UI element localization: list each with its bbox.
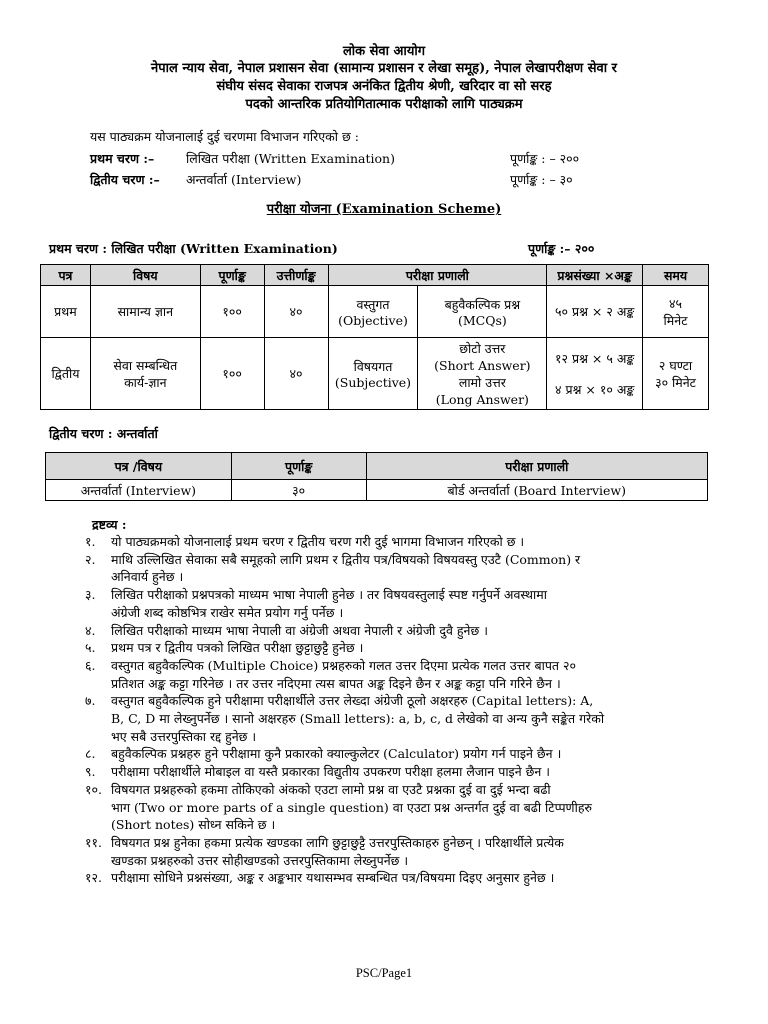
note-number: १२.	[85, 870, 102, 886]
full-marks-cell: १००	[200, 286, 264, 338]
pass-marks-cell: ४०	[264, 338, 328, 410]
phase1-marks: पूर्णाङ्क : – २००	[510, 151, 580, 166]
question-marks-cell: ५० प्रश्न × २ अङ्क	[547, 286, 643, 338]
phase2-label: द्वितीय चरण :–	[90, 172, 160, 187]
interview-marks-cell: ३०	[231, 480, 366, 501]
interview-table	[45, 452, 708, 501]
note-text	[111, 763, 685, 781]
note-line: विषयगत प्रश्न हुनेका हकमा प्रत्येक खण्डका लागि छुट्टाछुट्टै उत्तरपुस्तिकाहरु हुनेछन् । परिक्षार्थीले प्रत्येक	[111, 834, 564, 850]
list-item	[85, 834, 685, 869]
note-line: लिखित परीक्षाको प्रश्नपत्रको माध्यम भाषा नेपाली हुनेछ । तर विषयवस्तुलाई स्पष्ट गर्नुपर्ने अवस्थामा	[111, 587, 547, 603]
time-unit: मिनेट	[663, 312, 688, 328]
system-type-en: (Subjective)	[334, 374, 412, 390]
list-item	[85, 622, 685, 640]
header-line-3: संघीय संसद सेवाका राजपत्र अनंकित द्वितीय श्रेणी, खरिदार वा सो सरह	[216, 79, 552, 94]
note-line: भाग (Two or more parts of a single question) वा एउटा प्रश्न अन्तर्गत दुई वा बढी टिप्पणीहरु	[111, 799, 592, 815]
scheme-title: परीक्षा योजना (Examination Scheme)	[266, 202, 502, 217]
list-item	[85, 657, 685, 692]
note-line: विषयगत प्रश्नहरुको हकमा तोकिएको अंकको एउटा लामो प्रश्न वा एउटै प्रश्नका दुई वा दुई भन्दा बढी	[111, 781, 551, 797]
phase2-text: अन्तर्वार्ता (Interview)	[185, 172, 302, 187]
header-line-4: पदको आन्तरिक प्रतियोगितात्माक परीक्षाको लागि पाठ्यक्रम	[245, 97, 523, 112]
note-number: १.	[85, 534, 96, 549]
note-number: २.	[85, 551, 96, 567]
col-exam-system: परीक्षा प्रणाली	[366, 453, 707, 480]
subject-cell	[90, 338, 200, 410]
list-item	[85, 745, 685, 763]
note-line: भए सबै उत्तरपुस्तिका रद्द हुनेछ ।	[111, 728, 257, 744]
note-line: खण्डका प्रश्नहरुको उत्तर सोहीखण्डको उत्तरपुस्तिकामा लेख्नुपर्नेछ ।	[111, 852, 409, 868]
full-marks-cell: १००	[200, 338, 264, 410]
notes-title: द्रष्टव्य :	[92, 517, 127, 532]
note-line: लिखित परीक्षाको माध्यम भाषा नेपाली वा अंग्रेजी अथवा नेपाली र अंग्रेजी दुवै हुनेछ ।	[111, 622, 488, 638]
system-type-cell	[328, 286, 418, 338]
note-text	[111, 834, 685, 869]
col-time: समय	[643, 265, 709, 286]
interview-system-cell: बोर्ड अन्तर्वार्ता (Board Interview)	[366, 480, 707, 501]
commission-title: लोक सेवा आयोग	[342, 44, 426, 59]
long-answer: लामो उत्तर	[458, 374, 506, 390]
time-unit: ३० मिनेट	[655, 374, 696, 390]
paper-cell: प्रथम	[41, 286, 91, 338]
note-text	[111, 869, 685, 887]
intro-text: यस पाठ्यक्रम योजनालाई दुई चरणमा विभाजन गरिएको छ :	[90, 129, 359, 144]
phase1-label: प्रथम चरण :–	[90, 151, 155, 166]
note-line: B, C, D मा लेख्नुपर्नेछ । सानो अक्षरहरु (Small letters): a, b, c, d लेखेको वा अन्य कुनै सङ्केत गरेको	[111, 711, 605, 727]
time-cell	[643, 286, 709, 338]
long-question-marks: ४ प्रश्न × १० अङ्क	[555, 381, 635, 397]
col-pass-marks: उत्तीर्णाङ्क	[264, 265, 328, 286]
table-row	[41, 338, 709, 410]
note-text	[111, 745, 685, 763]
note-number: ९.	[85, 764, 96, 780]
table-header-row	[46, 453, 708, 480]
table-row	[46, 480, 708, 501]
note-text	[111, 586, 685, 621]
note-text	[111, 551, 685, 586]
note-line: प्रथम पत्र र द्वितीय पत्रको लिखित परीक्षा छुट्टाछुट्टै हुनेछ ।	[111, 640, 364, 656]
time-cell	[643, 338, 709, 410]
written-section-marks: पूर्णाङ्क :– २००	[528, 241, 595, 256]
long-answer-en: (Long Answer)	[435, 391, 529, 407]
note-number: ४.	[85, 622, 96, 638]
col-paper: पत्र	[41, 265, 91, 286]
note-line: परीक्षामा सोधिने प्रश्नसंख्या, अङ्क र अङ्कभार यथासम्भव सम्बन्धित पत्र/विषयमा दिइए अनुसार हुनेछ ।	[111, 870, 555, 886]
note-number: ६.	[85, 657, 96, 673]
note-number: ११.	[85, 834, 102, 850]
page-footer: PSC/Page1	[355, 966, 413, 980]
table-header-row	[41, 265, 709, 286]
list-item	[85, 586, 685, 621]
list-item	[85, 551, 685, 586]
note-line: परीक्षामा परीक्षार्थीले मोबाइल वा यस्तै प्रकारका विद्युतीय उपकरण परीक्षा हलमा लैजान पाइने छैन ।	[111, 764, 551, 780]
time-value: २ घण्टा	[658, 357, 693, 373]
question-type: बहुवैकल्पिक प्रश्न	[444, 296, 521, 312]
note-line: अनिवार्य हुनेछ ।	[111, 569, 184, 585]
table-row	[41, 286, 709, 338]
time-value: ४५	[669, 295, 683, 311]
note-number: ८.	[85, 746, 96, 762]
col-subject: विषय	[90, 265, 200, 286]
col-full-marks: पूर्णाङ्क	[231, 453, 366, 480]
note-number: ७.	[85, 693, 96, 709]
paper-cell: द्वितीय	[41, 338, 91, 410]
pass-marks-cell: ४०	[264, 286, 328, 338]
list-item	[85, 781, 685, 834]
col-paper-subject: पत्र /विषय	[46, 453, 232, 480]
note-number: ३.	[85, 587, 96, 603]
list-item	[85, 692, 685, 745]
phase1-text: लिखित परीक्षा (Written Examination)	[185, 151, 395, 166]
question-type-cell	[418, 338, 547, 410]
subject-line-2: कार्य-ज्ञान	[124, 374, 167, 390]
note-line: बहुवैकल्पिक प्रश्नहरु हुने परीक्षामा कुनै प्रकारको क्याल्कुलेटर (Calculator) प्रयोग गर्न पाइने छैन ।	[111, 746, 562, 762]
note-number: १०.	[85, 781, 102, 797]
written-section-title: प्रथम चरण : लिखित परीक्षा (Written Examination)	[49, 241, 338, 256]
note-text	[111, 781, 685, 834]
subject-line-1: सेवा सम्बन्धित	[113, 357, 178, 373]
note-line: अंग्रेजी शब्द कोष्ठभित्र राखेर समेत प्रयोग गर्नु पर्नेछ ।	[111, 604, 344, 620]
written-exam-table	[40, 264, 709, 410]
phase2-row	[90, 171, 690, 189]
list-item	[85, 639, 685, 657]
note-line: यो पाठ्यक्रमको योजनालाई प्रथम चरण र द्वितीय चरण गरी दुई भागमा विभाजन गरिएको छ ।	[111, 534, 525, 549]
note-text	[111, 692, 685, 745]
list-item	[85, 763, 685, 781]
interview-section-title: द्वितीय चरण : अन्तर्वार्ता	[49, 426, 158, 441]
note-line: माथि उल्लिखित सेवाका सबै समूहको लागि प्रथम र द्वितीय पत्र/विषयको विषयवस्तु एउटै (Common) र	[111, 551, 581, 567]
interview-cell: अन्तर्वार्ता (Interview)	[46, 480, 232, 501]
col-question-marks: प्रश्नसंख्या ×अङ्क	[547, 265, 643, 286]
notes-list	[85, 533, 685, 887]
note-line: वस्तुगत बहुवैकल्पिक (Multiple Choice) प्रश्नहरुको गलत उत्तर दिएमा प्रत्येक गलत उत्तर बापत २०	[111, 657, 577, 673]
col-exam-system: परीक्षा प्रणाली	[328, 265, 547, 286]
note-number: ५.	[85, 640, 96, 656]
system-type: वस्तुगत	[356, 296, 390, 312]
list-item	[85, 869, 685, 887]
phase2-marks: पूर्णाङ्क : – ३०	[510, 172, 573, 187]
note-text	[111, 639, 685, 657]
subject-cell: सामान्य ज्ञान	[90, 286, 200, 338]
note-text	[111, 657, 685, 692]
question-type-cell	[418, 286, 547, 338]
short-answer: छोटो उत्तर	[459, 340, 506, 356]
system-type-cell	[328, 338, 418, 410]
note-line: (Short notes) सोध्न सकिने छ ।	[111, 817, 276, 833]
question-type-en: (MCQs)	[457, 312, 507, 328]
header-line-2: नेपाल न्याय सेवा, नेपाल प्रशासन सेवा (सामान्य प्रशासन र लेखा समूह), नेपाल लेखापरीक्षण सेवा र	[151, 61, 617, 76]
short-question-marks: १२ प्रश्न × ५ अङ्क	[555, 350, 635, 366]
question-marks-cell	[547, 338, 643, 410]
system-type-en: (Objective)	[338, 312, 408, 328]
col-full-marks: पूर्णाङ्क	[200, 265, 264, 286]
note-text	[111, 533, 685, 551]
list-item	[85, 533, 685, 551]
note-text	[111, 622, 685, 640]
short-answer-en: (Short Answer)	[434, 357, 531, 373]
note-line: प्रतिशत अङ्क कट्टा गरिनेछ । तर उत्तर नदिएमा त्यस बापत अङ्क दिइने छैन र अङ्क कट्टा पनि गरिने छैन ।	[111, 675, 561, 691]
note-line: वस्तुगत बहुवैकल्पिक हुने परीक्षामा परीक्षार्थीले उत्तर लेख्दा अंग्रेजी ठूलो अक्षरहरु (Capital letters): A,	[111, 693, 594, 709]
phase1-row	[90, 150, 690, 168]
system-type: विषयगत	[353, 358, 393, 374]
